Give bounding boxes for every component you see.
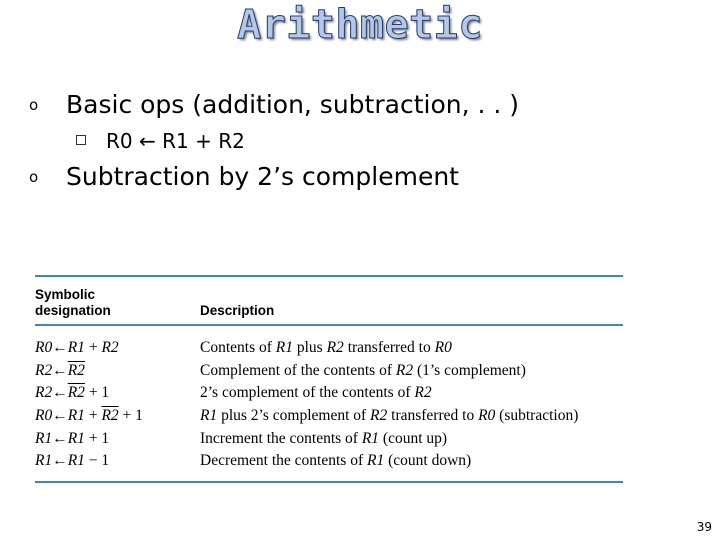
bullet-subtraction <box>29 162 459 192</box>
bullet-text: Basic ops (addition, subtraction, . . ) <box>66 90 520 119</box>
symbolic-cell: R1←R1 + 1 <box>35 429 110 447</box>
square-bullet-icon <box>76 135 86 145</box>
bullet-marker: o <box>29 96 39 114</box>
header-symbolic: Symbolic designation <box>35 287 111 318</box>
symbolic-cell: R2←R2 <box>35 361 85 379</box>
bullet-basic-ops <box>29 90 520 120</box>
table-row <box>35 450 623 473</box>
table-row <box>35 360 623 383</box>
page-number: 39 <box>696 520 712 534</box>
description-cell: Decrement the contents of R1 (count down) <box>200 452 472 470</box>
bullet-marker: o <box>29 168 39 186</box>
table-row <box>35 382 623 405</box>
description-cell: R1 plus 2’s complement of R2 transferred to R0 (subtraction) <box>200 407 579 425</box>
microoperation-table <box>35 275 623 483</box>
description-cell: Contents of R1 plus R2 transferred to R0 <box>200 339 452 356</box>
table-row <box>35 428 623 451</box>
table-header <box>35 277 623 324</box>
slide-title: Arithmetic <box>237 2 483 48</box>
table-bottom-rule <box>35 481 623 483</box>
header-description: Description <box>200 303 275 318</box>
sub-bullet-text: R0 ← R1 + R2 <box>106 129 245 153</box>
sub-bullet-r0 <box>106 129 245 153</box>
bullet-text: Subtraction by 2’s complement <box>66 162 459 191</box>
table-body <box>35 326 623 481</box>
description-cell: 2’s complement of the contents of R2 <box>200 384 432 402</box>
table-row <box>35 405 623 428</box>
description-cell: Increment the contents of R1 (count up) <box>200 429 448 447</box>
symbolic-cell: R1←R1 − 1 <box>35 452 110 470</box>
description-cell: Complement of the contents of R2 (1’s complement) <box>200 361 526 379</box>
symbolic-cell: R2←R2 + 1 <box>35 384 110 402</box>
symbolic-cell: R0←R1 + R2 <box>35 339 119 356</box>
table-row <box>35 337 623 360</box>
symbolic-cell: R0←R1 + R2 + 1 <box>35 407 143 425</box>
